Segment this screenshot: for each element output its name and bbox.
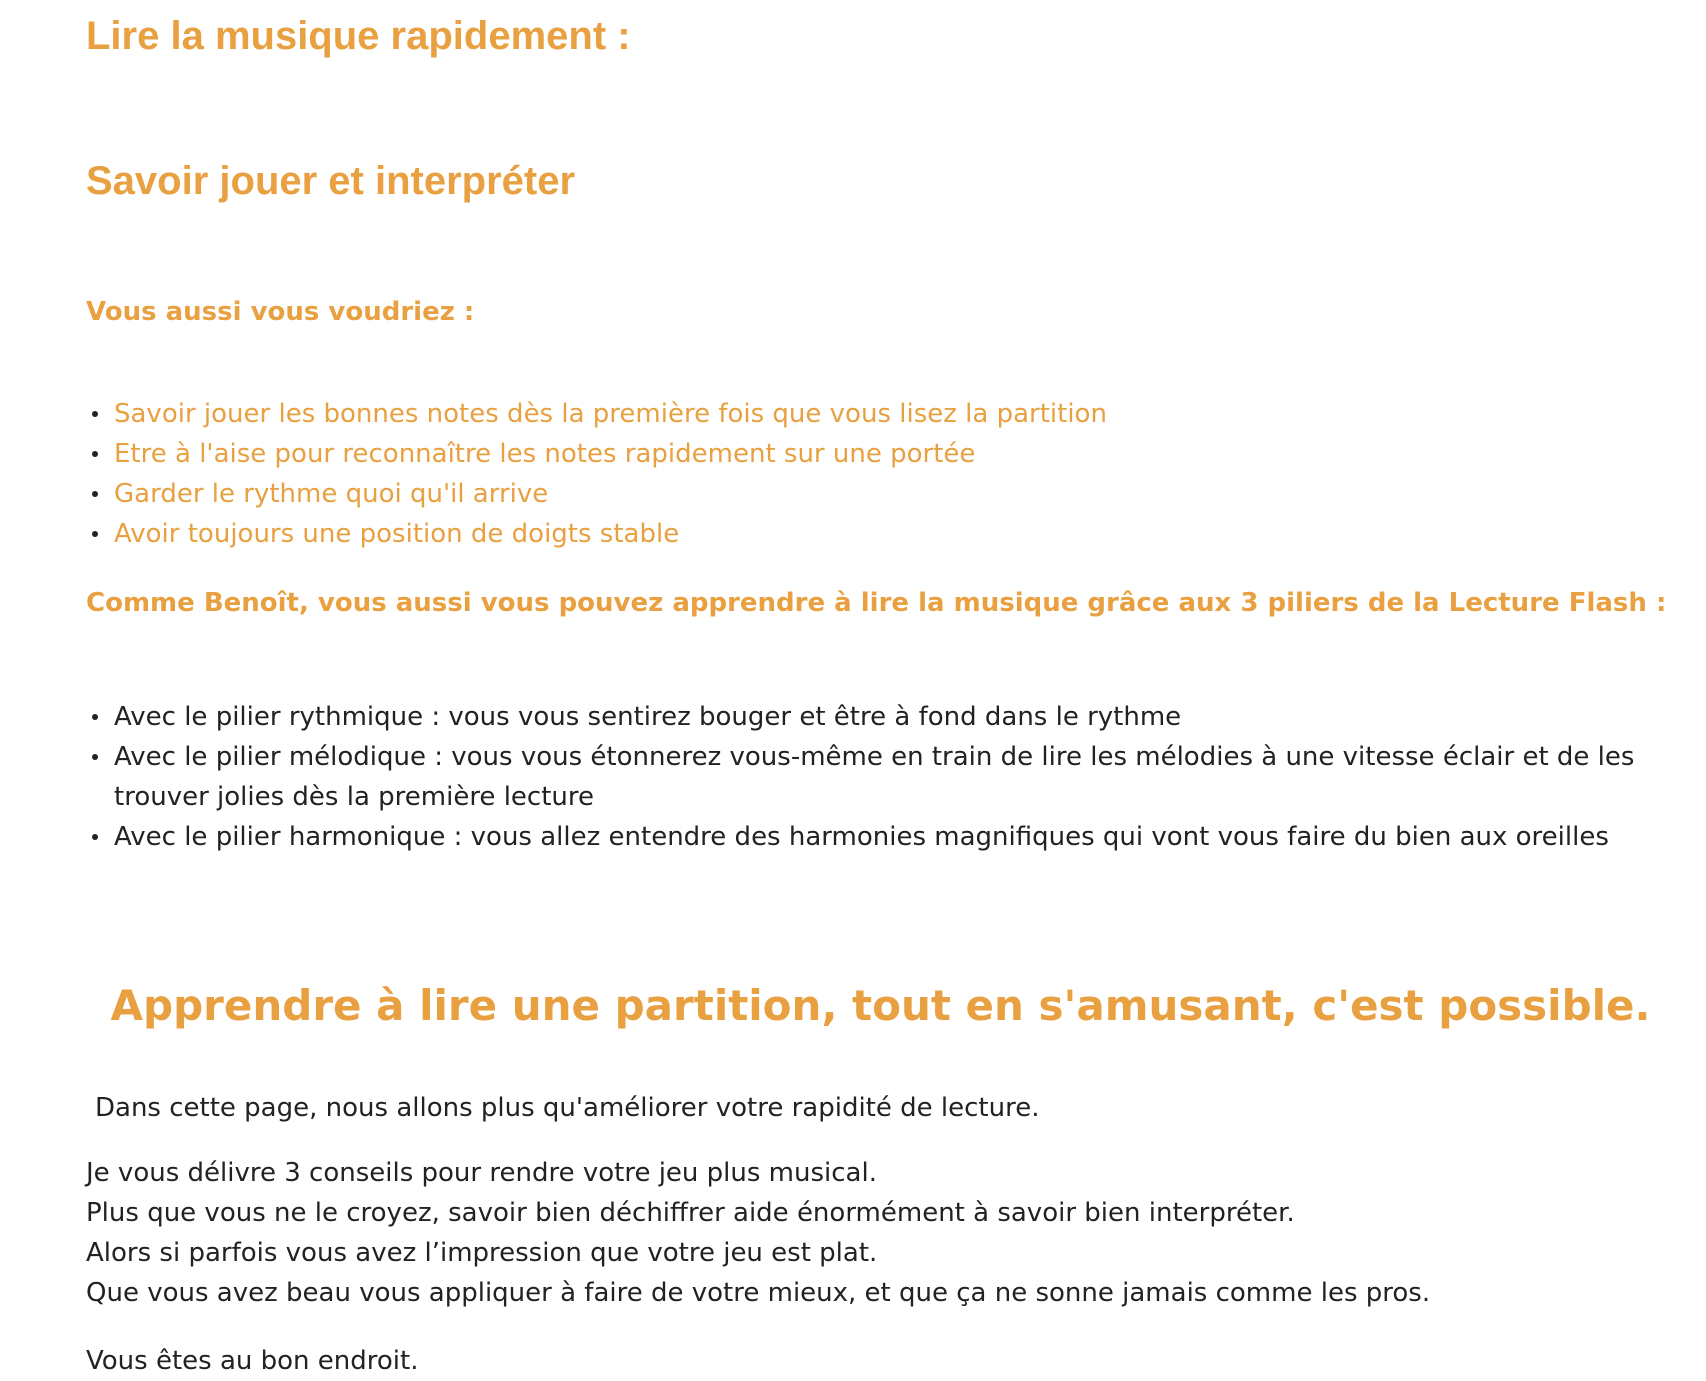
list-item-text: Avec le pilier harmonique : vous allez entendre des harmonies magnifiques qui vont vous faire du bien aux oreilles (114, 822, 1609, 852)
body-line: Plus que vous ne le croyez, savoir bien déchiffrer aide énormément à savoir bien interpréter. (86, 1198, 1295, 1228)
wishes-list (86, 394, 1686, 554)
list-item (86, 434, 1686, 474)
wishes-heading: Vous aussi vous voudriez : (86, 297, 475, 327)
bullet-icon (92, 491, 98, 497)
banner-heading: Apprendre à lire une partition, tout en s'amusant, c'est possible. (110, 981, 1651, 1030)
body-line: Que vous avez beau vous appliquer à faire de votre mieux, et que ça ne sonne jamais comme les pros. (86, 1278, 1431, 1308)
page-title: Lire la musique rapidement : (86, 14, 631, 58)
bullet-icon (92, 531, 98, 537)
list-item (86, 394, 1686, 434)
list-item-text: Avec le pilier mélodique : vous vous étonnerez vous-même en train de lire les mélodies à une vitesse éclair et de les trouver jolies dès la première lecture (114, 742, 1635, 812)
list-item-text: Etre à l'aise pour reconnaître les notes rapidement sur une portée (114, 439, 976, 469)
list-item-text: Avec le pilier rythmique : vous vous sentirez bouger et être à fond dans le rythme (114, 702, 1182, 732)
bullet-icon (92, 834, 98, 840)
body-line: Alors si parfois vous avez l’impression que votre jeu est plat. (86, 1238, 878, 1268)
list-item (86, 817, 1686, 857)
list-item-text: Avoir toujours une position de doigts stable (114, 519, 680, 549)
bullet-icon (92, 451, 98, 457)
intro-paragraph: Dans cette page, nous allons plus qu'améliorer votre rapidité de lecture. (95, 1093, 1040, 1123)
list-item-text: Savoir jouer les bonnes notes dès la première fois que vous lisez la partition (114, 399, 1107, 429)
closing-paragraph: Vous êtes au bon endroit. (86, 1346, 419, 1376)
pillars-heading: Comme Benoît, vous aussi vous pouvez apprendre à lire la musique grâce aux 3 piliers de la Lecture Flash : (86, 588, 1667, 618)
list-item (86, 514, 1686, 554)
pillars-list (86, 697, 1686, 857)
list-item (86, 697, 1686, 737)
page-subtitle: Savoir jouer et interpréter (86, 159, 576, 203)
bullet-icon (92, 714, 98, 720)
list-item (86, 474, 1686, 514)
bullet-icon (92, 411, 98, 417)
body-line: Je vous délivre 3 conseils pour rendre votre jeu plus musical. (86, 1158, 877, 1188)
list-item (86, 737, 1686, 817)
bullet-icon (92, 754, 98, 760)
list-item-text: Garder le rythme quoi qu'il arrive (114, 479, 549, 509)
